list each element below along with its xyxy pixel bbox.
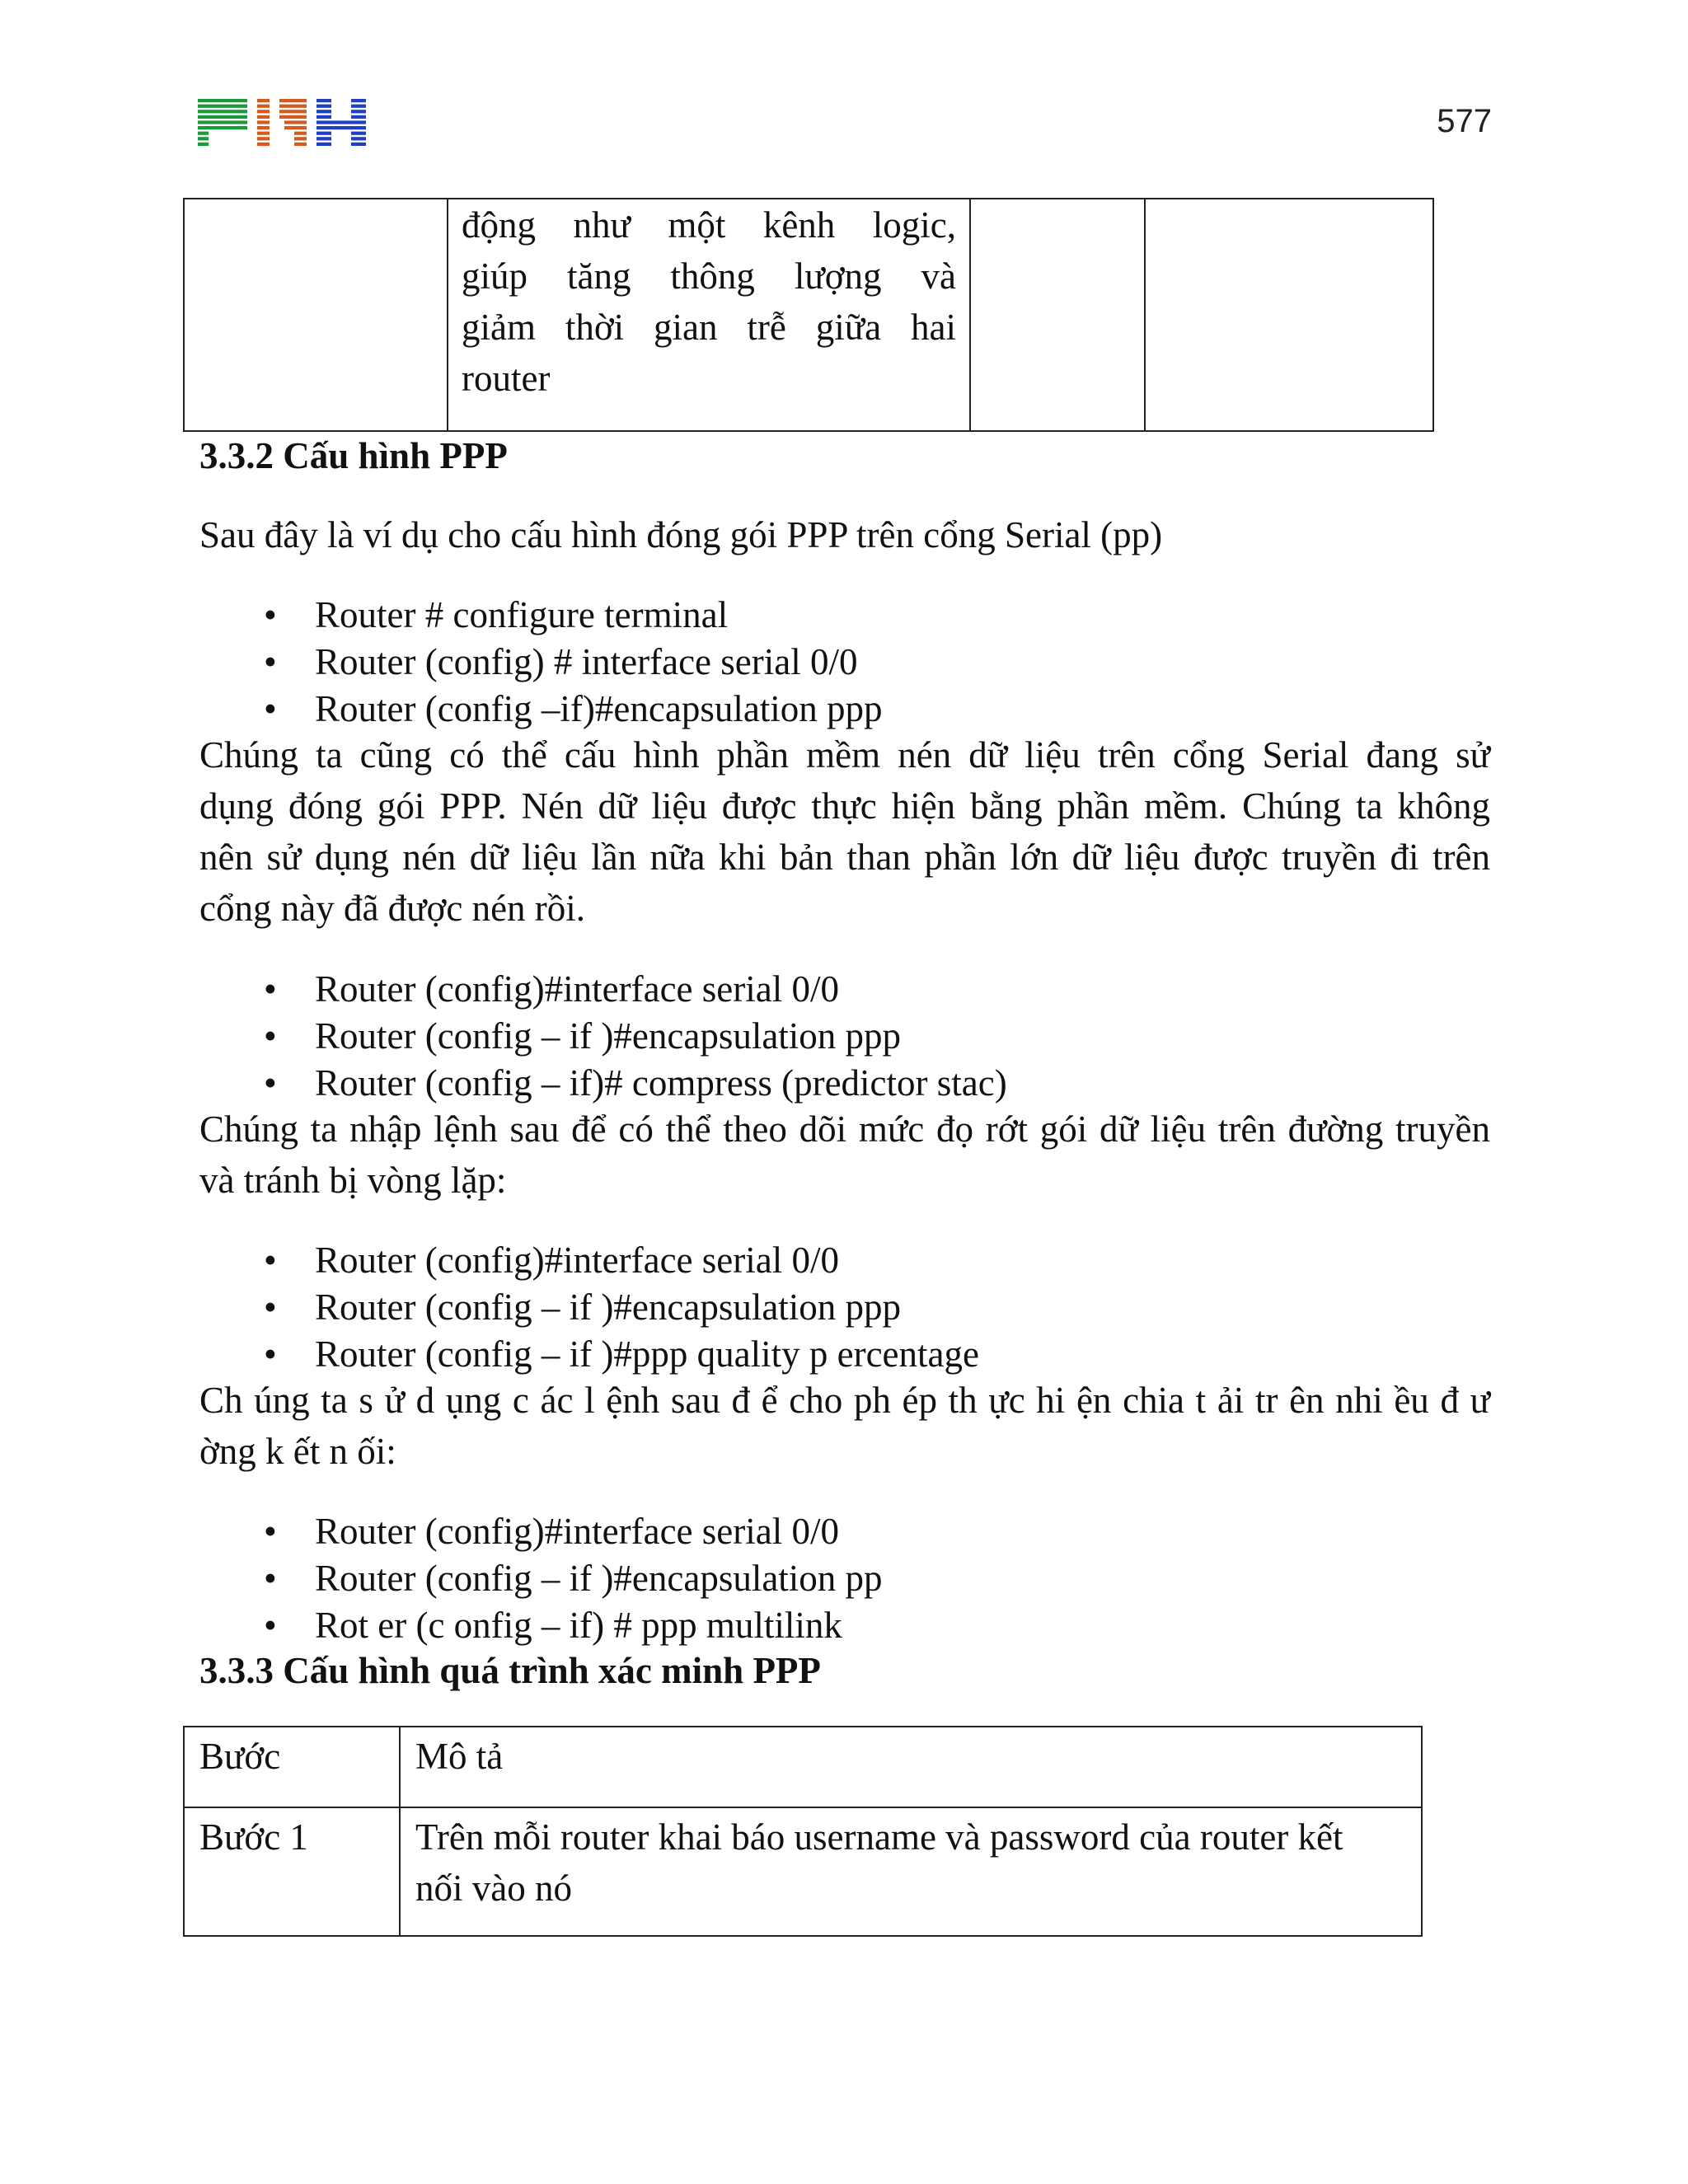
command-list-2 (199, 966, 1490, 1107)
logo-bar (316, 143, 331, 146)
logo-bar (257, 105, 270, 108)
logo-bar (279, 105, 307, 108)
list-item: • Router (config – if )#ppp quality p ercentage (199, 1331, 1490, 1378)
logo-bar (284, 120, 307, 124)
table-cell-empty (970, 199, 1145, 431)
logo-bar (198, 105, 247, 108)
logo-bar (279, 115, 307, 119)
logo-bar (316, 115, 331, 119)
cell-line: động như một kênh logic, (462, 204, 956, 246)
list-item: • Router (config) # interface serial 0/0 (199, 639, 1490, 686)
list-item: • Router (config – if )#encapsulation pp (199, 1555, 1490, 1602)
table-cell-step: Bước 1 (184, 1807, 400, 1936)
cell-line: giảm thời gian trễ giữa hai (462, 307, 956, 348)
list-item: • Rot er (c onfig – if) # ppp multilink (199, 1602, 1490, 1649)
logo-bar (351, 137, 366, 140)
paragraph-compression (199, 729, 1490, 934)
logo-bar (351, 110, 366, 113)
list-item: • Router # configure terminal (199, 592, 1490, 639)
logo-bar (198, 110, 247, 113)
para-line: Chúng ta nhập lệnh sau để có thể theo dõi mức đọ rớt gói dữ liệu trên đường truyền (199, 1108, 1490, 1150)
logo-bar (316, 126, 366, 129)
logo-bar (257, 99, 270, 102)
logo-bar (257, 143, 270, 146)
table-cell-description (448, 199, 970, 431)
cell-line: giúp tăng thông lượng và (462, 255, 956, 297)
para-line: Ch úng ta s ử d ụng c ác l ệnh sau đ ể cho ph ép th ực hi ện chia t ải tr ên nhi ều đ ư (199, 1380, 1490, 1421)
list-item: • Router (config – if)# compress (predictor stac) (199, 1060, 1490, 1107)
cell-line: Trên mỗi router khai báo username và password của router kết (415, 1816, 1343, 1858)
logo-bar (351, 115, 366, 119)
logo-bar (316, 99, 331, 102)
logo-bar (316, 137, 331, 140)
logo-bar (351, 143, 366, 146)
logo-bar (279, 99, 307, 102)
section-heading-333: 3.3.3 Cấu hình quá trình xác minh PPP (199, 1650, 821, 1691)
logo-bar (257, 120, 270, 124)
para-line: Chúng ta cũng có thể cấu hình phần mềm nén dữ liệu trên cổng Serial đang sử (199, 734, 1490, 776)
table-cell-description (400, 1807, 1422, 1936)
logo-bar (316, 120, 366, 124)
logo-bar (198, 99, 247, 102)
list-item: • Router (config)#interface serial 0/0 (199, 966, 1490, 1013)
pnh-logo (198, 99, 367, 148)
logo-bar (257, 132, 270, 135)
para-line: dụng đóng gói PPP. Nén dữ liệu được thực hiện bằng phần mềm. Chúng ta không (199, 785, 1490, 827)
logo-bar (198, 143, 209, 146)
logo-bar (351, 105, 366, 108)
logo-bar (294, 143, 307, 146)
logo-bar (316, 105, 331, 108)
command-list-3 (199, 1237, 1490, 1378)
list-item: • Router (config)#interface serial 0/0 (199, 1508, 1490, 1555)
list-item: • Router (config – if )#encapsulation ppp (199, 1013, 1490, 1060)
logo-bar (198, 120, 247, 124)
table-cell-empty (184, 199, 448, 431)
logo-bar (257, 137, 270, 140)
table-continued (183, 198, 1434, 432)
list-item: • Router (config)#interface serial 0/0 (199, 1237, 1490, 1284)
cell-line: router (462, 358, 551, 399)
paragraph-quality (199, 1104, 1490, 1206)
para-line: và tránh bị vòng lặp: (199, 1160, 507, 1201)
logo-bar (198, 115, 247, 119)
logo-bar (198, 126, 247, 129)
para-line: cổng này đã được nén rồi. (199, 888, 586, 929)
logo-bar (279, 110, 307, 113)
logo-bar (316, 132, 331, 135)
logo-bar (198, 132, 209, 135)
cell-line: nối vào nó (415, 1868, 572, 1909)
page-number: 577 (1437, 103, 1492, 139)
logo-bar (257, 115, 270, 119)
command-list-1 (199, 592, 1490, 733)
table-cell-empty (1145, 199, 1433, 431)
list-item: • Router (config – if )#encapsulation ppp (199, 1284, 1490, 1331)
logo-bar (257, 126, 270, 129)
logo-bar (198, 137, 209, 140)
table-header-step: Bước (184, 1727, 400, 1807)
command-list-4 (199, 1508, 1490, 1649)
para-line: ờng k ết n ối: (199, 1431, 396, 1472)
logo-bar (294, 132, 307, 135)
logo-bar (351, 132, 366, 135)
steps-table (183, 1726, 1423, 1937)
table-header-description: Mô tả (400, 1727, 1422, 1807)
paragraph-multilink (199, 1375, 1490, 1477)
logo-bar (294, 137, 307, 140)
table-header-row (184, 1727, 1422, 1807)
list-item: • Router (config –if)#encapsulation ppp (199, 686, 1490, 733)
logo-bar (284, 126, 307, 129)
para-line: nên sử dụng nén dữ liệu lần nữa khi bản than phần lớn dữ liệu được truyền đi trên (199, 837, 1490, 878)
logo-bar (316, 110, 331, 113)
logo-bar (257, 110, 270, 113)
logo-bar (351, 99, 366, 102)
section-heading-332: 3.3.2 Cấu hình PPP (199, 435, 508, 476)
intro-text: Sau đây là ví dụ cho cấu hình đóng gói PPP trên cổng Serial (pp) (199, 514, 1163, 555)
table-row (184, 1807, 1422, 1936)
